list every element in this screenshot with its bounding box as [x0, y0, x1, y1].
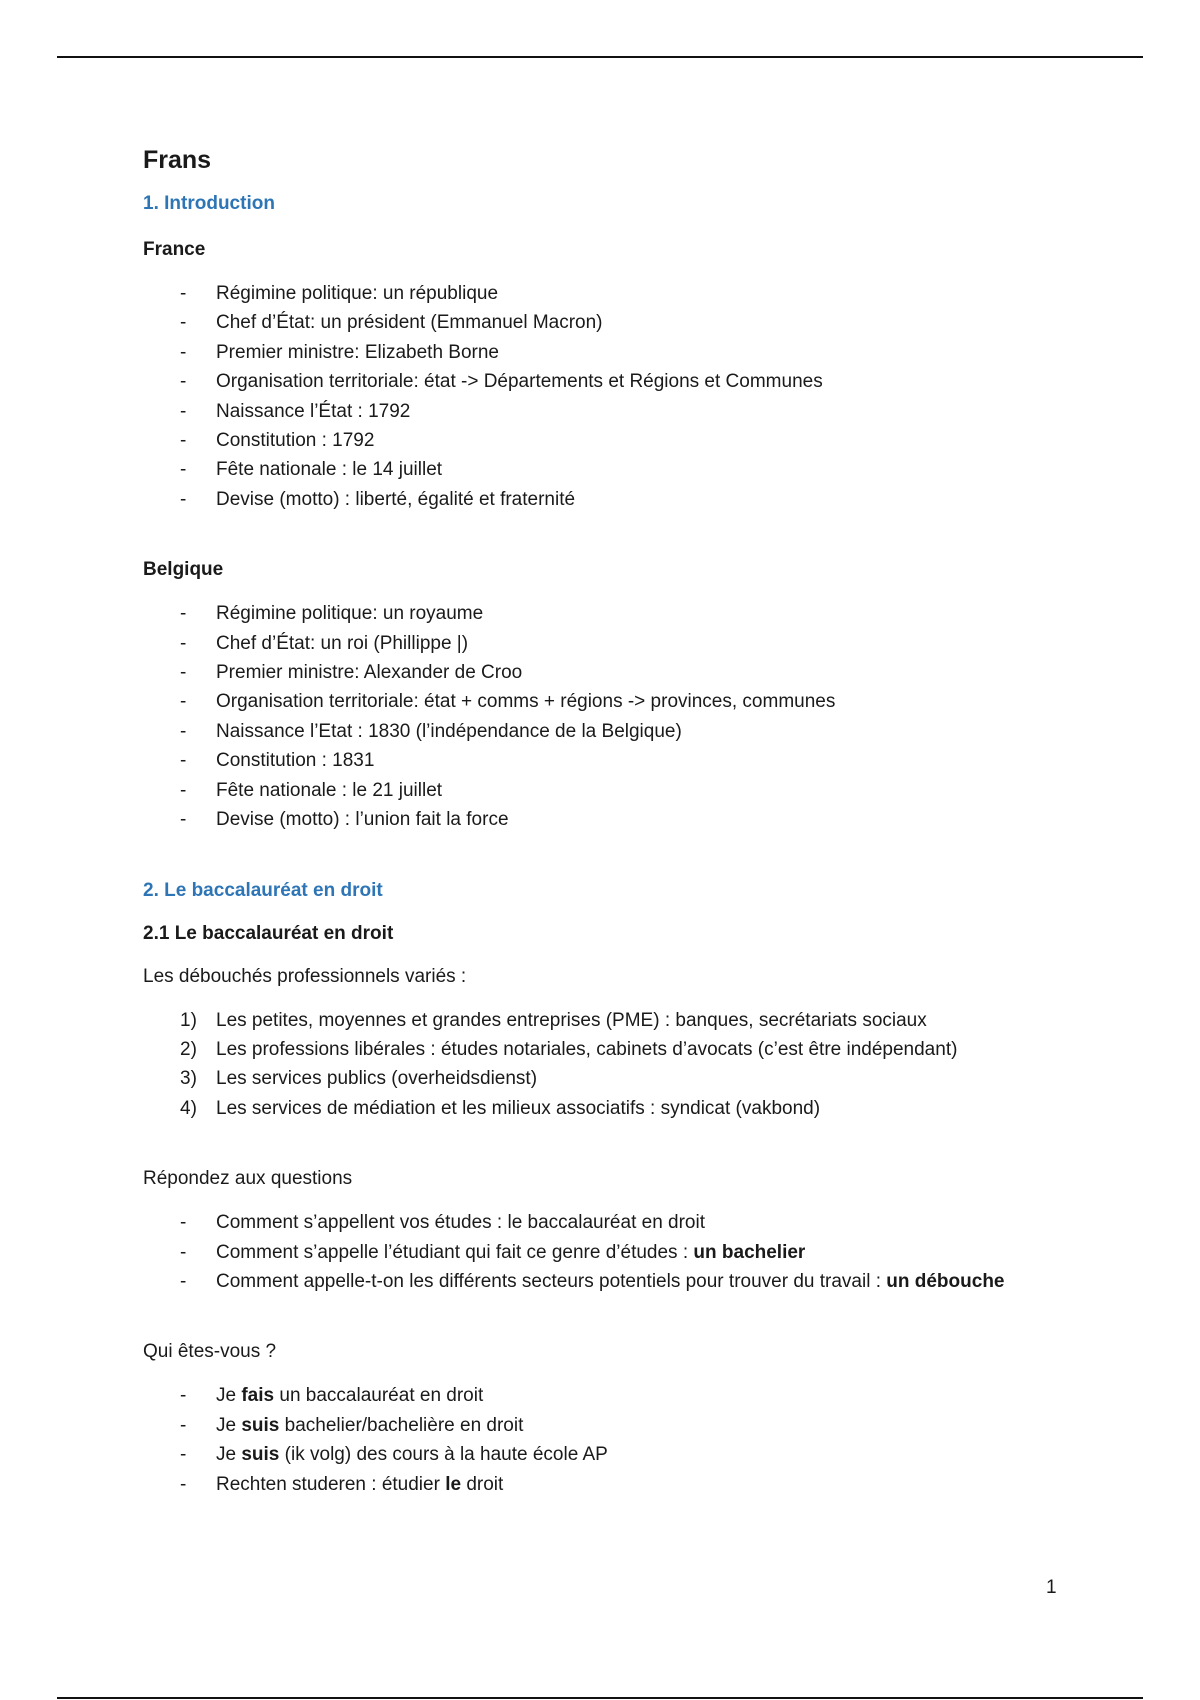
list-number: 1)	[180, 1009, 197, 1031]
page-number: 1	[1046, 1577, 1057, 1598]
list-item	[143, 1064, 1043, 1093]
list-item: - Naissance l’Etat : 1830 (l’indépendance de la Belgique)	[143, 717, 1043, 746]
list-item-text: Les services de médiation et les milieux associatifs : syndicat (vakbond)	[216, 1097, 821, 1119]
text-run: bachelier/bachelière en droit	[279, 1414, 524, 1436]
list-item	[143, 1238, 1043, 1267]
section2-heading: 2. Le baccalauréat en droit	[143, 879, 383, 901]
section1-heading: 1. Introduction	[143, 193, 275, 214]
list-item: - Régimine politique: un république	[143, 279, 1043, 308]
france-heading: France	[143, 239, 206, 260]
list-item: - Premier ministre: Elizabeth Borne	[143, 338, 1043, 367]
list-number: 4)	[180, 1097, 197, 1119]
list-item	[143, 1411, 1043, 1440]
belgique-heading: Belgique	[143, 559, 224, 581]
list-item	[143, 1440, 1043, 1469]
list-item: - Constitution : 1831	[143, 746, 1043, 775]
footer-rule	[57, 1697, 1143, 1699]
list-item	[143, 1267, 1043, 1296]
document-body	[143, 142, 1043, 1499]
text-run: Je	[216, 1444, 242, 1466]
list-item	[143, 1006, 1043, 1035]
text-run: droit	[461, 1473, 504, 1495]
list-item-text: Les professions libérales : études notariales, cabinets d’avocats (c’est être indépendant)	[216, 1038, 958, 1060]
document-title: Frans	[143, 146, 212, 174]
bold-word: suis	[241, 1444, 280, 1466]
section2-1-heading: 2.1 Le baccalauréat en droit	[143, 922, 394, 944]
debouches-intro: Les débouchés professionnels variés :	[143, 965, 467, 987]
answer-text: un bachelier	[693, 1241, 806, 1263]
answer-text: un débouche	[886, 1270, 1005, 1292]
list-item: - Premier ministre: Alexander de Croo	[143, 658, 1043, 687]
list-item: - Organisation territoriale: état + comms + régions -> provinces, communes	[143, 687, 1043, 716]
text-run: Rechten studeren : étudier	[216, 1473, 446, 1495]
bold-word: suis	[241, 1414, 280, 1436]
list-item: - Constitution : 1792	[143, 426, 1043, 455]
header-rule	[57, 56, 1143, 58]
question-text: Comment s’appelle l’étudiant qui fait ce genre d’études :	[216, 1241, 694, 1263]
qui-intro: Qui êtes-vous ?	[143, 1341, 277, 1363]
question-text: Comment s’appellent vos études : le baccalauréat en droit	[216, 1212, 705, 1234]
debouches-list	[143, 1006, 1043, 1124]
list-item-text: Les services publics (overheidsdienst)	[216, 1068, 538, 1090]
list-item: - Chef d’État: un président (Emmanuel Macron)	[143, 308, 1043, 337]
list-item: - Régimine politique: un royaume	[143, 599, 1043, 628]
questions-intro: Répondez aux questions	[143, 1168, 353, 1190]
qui-list	[143, 1381, 1043, 1499]
france-list	[143, 279, 1043, 514]
list-item	[143, 1470, 1043, 1499]
questions-list	[143, 1208, 1043, 1296]
bold-word: le	[445, 1473, 462, 1495]
question-text: Comment appelle-t-on les différents secteurs potentiels pour trouver du travail :	[216, 1270, 887, 1292]
list-item: - Devise (motto) : liberté, égalité et fraternité	[143, 485, 1043, 514]
bold-word: fais	[241, 1385, 275, 1407]
text-run: (ik volg) des cours à la haute école AP	[279, 1444, 608, 1466]
text-run: Je	[216, 1414, 242, 1436]
text-run: Je	[216, 1385, 242, 1407]
list-item: - Naissance l’État : 1792	[143, 397, 1043, 426]
list-item: - Chef d’État: un roi (Phillippe |)	[143, 629, 1043, 658]
list-item: - Fête nationale : le 14 juillet	[143, 455, 1043, 484]
list-item-text: Les petites, moyennes et grandes entreprises (PME) : banques, secrétariats sociaux	[216, 1009, 927, 1031]
belgique-list	[143, 599, 1043, 834]
list-item: - Devise (motto) : l’union fait la force	[143, 805, 1043, 834]
text-run: un baccalauréat en droit	[274, 1385, 484, 1407]
list-number: 3)	[180, 1068, 197, 1090]
list-item	[143, 1381, 1043, 1410]
list-item	[143, 1035, 1043, 1064]
list-item	[143, 1208, 1043, 1237]
list-item: - Fête nationale : le 21 juillet	[143, 776, 1043, 805]
list-item	[143, 1094, 1043, 1123]
list-item: - Organisation territoriale: état -> Départements et Régions et Communes	[143, 367, 1043, 396]
list-number: 2)	[180, 1038, 197, 1060]
